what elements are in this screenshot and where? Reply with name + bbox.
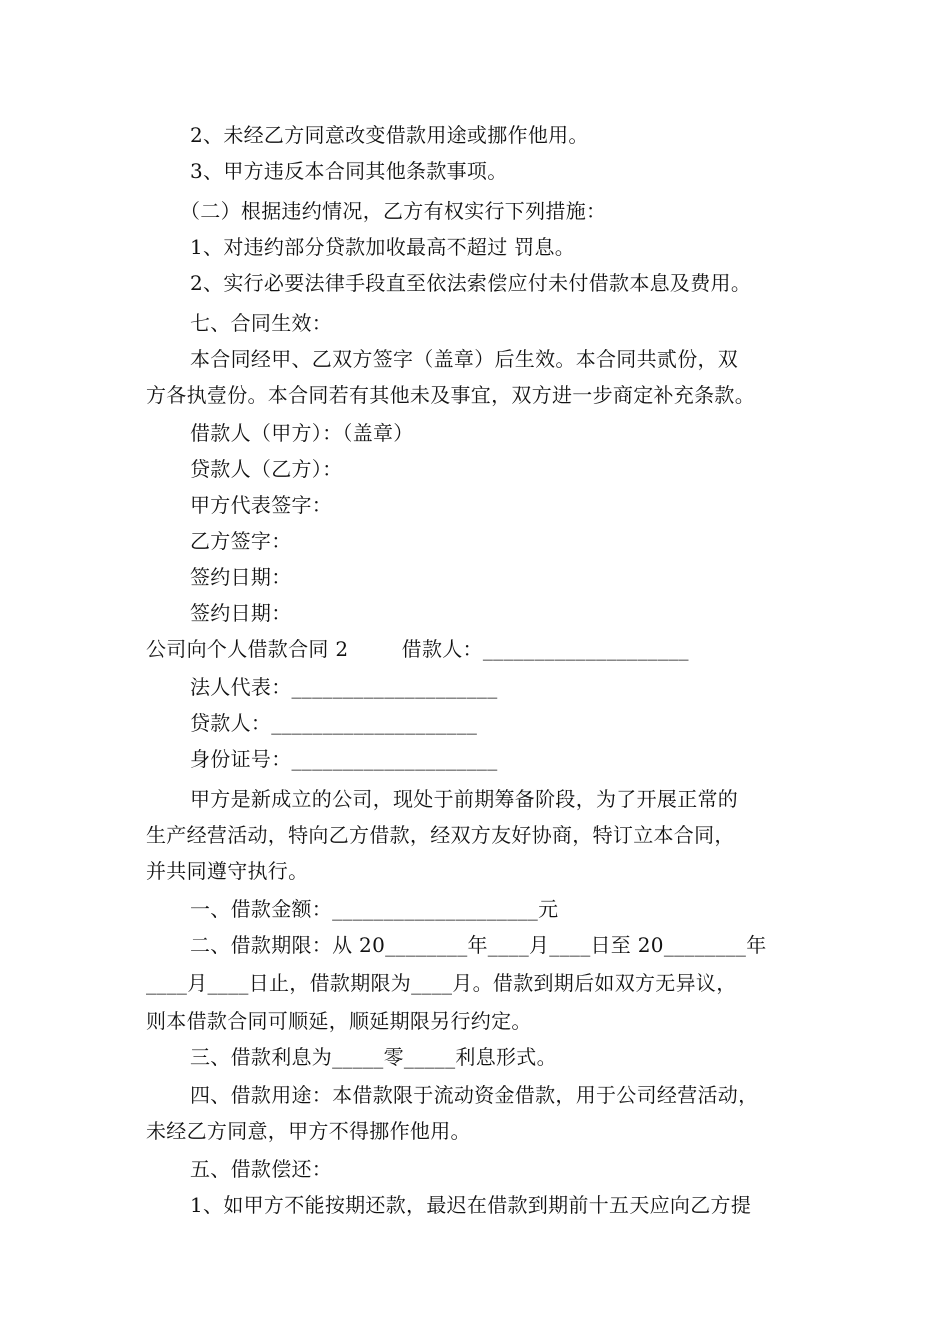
text-line: （二）根据违约情况，乙方有权实行下列措施： xyxy=(180,199,607,223)
text-line: 生产经营活动，特向乙方借款，经双方友好协商，特订立本合同， xyxy=(146,823,735,847)
text-line: 甲方是新成立的公司，现处于前期筹备阶段，为了开展正常的 xyxy=(190,787,739,811)
text-line: ____月____日止，借款期限为____月。借款到期后如双方无异议， xyxy=(146,971,737,995)
clause-line: 二、借款期限：从 20________年____月____日至 20________年 xyxy=(190,933,767,957)
clause-line: 四、借款用途：本借款限于流动资金借款，用于公司经营活动， xyxy=(190,1083,759,1107)
date-line: 签约日期： xyxy=(190,601,292,625)
signature-line: 甲方代表签字： xyxy=(190,493,333,517)
section-heading: 七、合同生效： xyxy=(190,311,333,335)
form-field-line: 身份证号：____________________ xyxy=(190,747,498,771)
section-heading: 五、借款偿还： xyxy=(190,1157,333,1181)
text-line: 未经乙方同意，甲方不得挪作他用。 xyxy=(146,1119,471,1143)
signature-line: 贷款人（乙方）： xyxy=(190,457,343,481)
text-line: 1、如甲方不能按期还款，最迟在借款到期前十五天应向乙方提 xyxy=(190,1193,752,1217)
contract-title-line: 公司向个人借款合同 2 借款人：____________________ xyxy=(146,637,689,661)
clause-line: 一、借款金额：____________________元 xyxy=(190,897,559,921)
text-line: 方各执壹份。本合同若有其他未及事宜，双方进一步商定补充条款。 xyxy=(146,383,755,407)
text-line: 本合同经甲、乙双方签字（盖章）后生效。本合同共贰份，双 xyxy=(190,347,739,371)
date-line: 签约日期： xyxy=(190,565,292,589)
text-line: 3、甲方违反本合同其他条款事项。 xyxy=(190,159,508,183)
text-line: 2、实行必要法律手段直至依法索偿应付未付借款本息及费用。 xyxy=(190,271,752,295)
text-line: 则本借款合同可顺延，顺延期限另行约定。 xyxy=(146,1009,532,1033)
text-line: 1、对违约部分贷款加收最高不超过 罚息。 xyxy=(190,235,576,259)
text-line: 2、未经乙方同意改变借款用途或挪作他用。 xyxy=(190,123,589,147)
form-field-line: 贷款人：____________________ xyxy=(190,711,478,735)
form-field-line: 法人代表：____________________ xyxy=(190,675,498,699)
clause-line: 三、借款利息为_____零_____利息形式。 xyxy=(190,1045,557,1069)
signature-line: 借款人（甲方）：（盖章） xyxy=(190,421,414,445)
text-line: 并共同遵守执行。 xyxy=(146,859,309,883)
signature-line: 乙方签字： xyxy=(190,529,292,553)
